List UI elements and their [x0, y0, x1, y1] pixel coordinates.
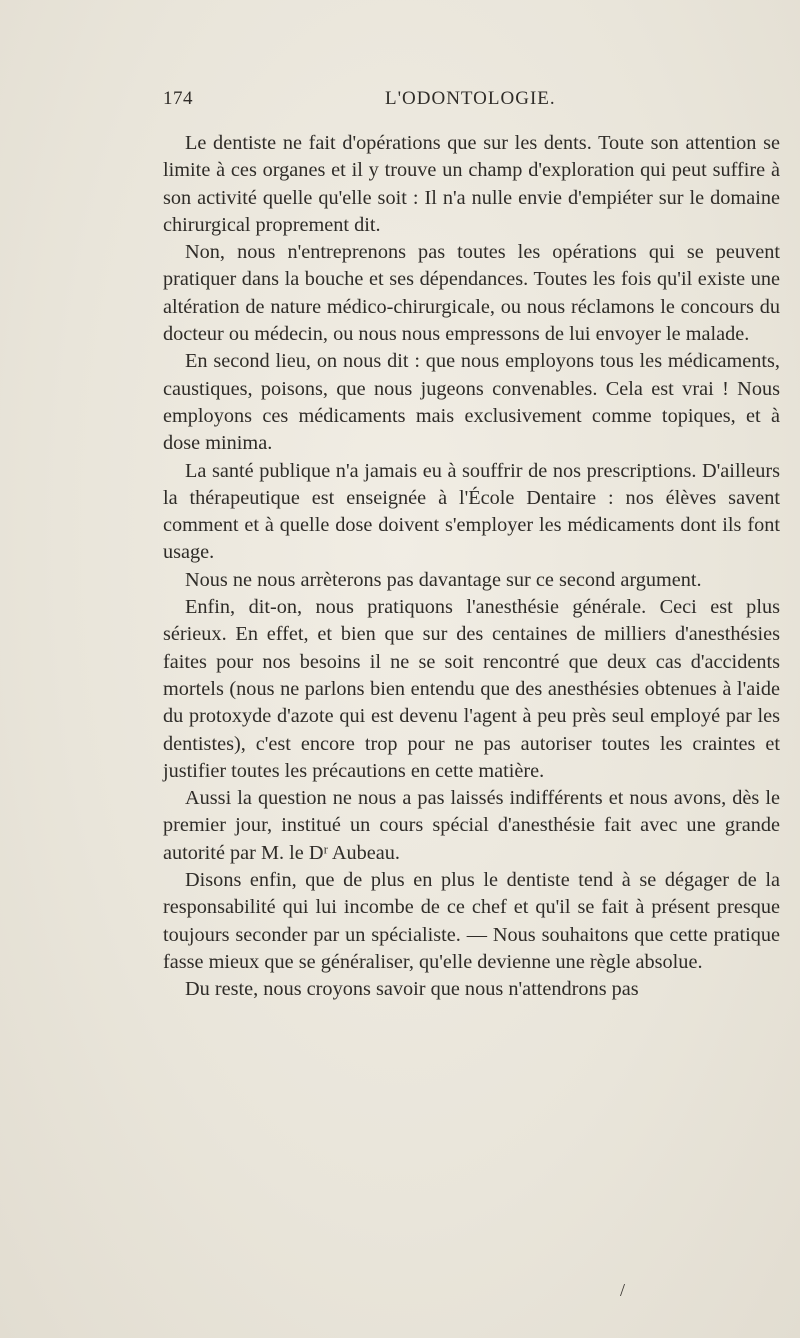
body-text [163, 130, 780, 1004]
book-page [163, 88, 780, 1004]
paragraph-8: Disons enfin, que de plus en plus le dentiste tend à se dégager de la responsabilité qui lui incombe de ce chef et qu'il se fait à présent presque toujours seconder par un spécialiste. — Nous souhaitons que cette pratique fasse mieux que se généraliser, qu'elle devienne une règle absolue. [163, 869, 780, 973]
paragraph-1: Le dentiste ne fait d'opérations que sur les dents. Toute son attention se limite à ces organes et il y trouve un champ d'exploration qui peut suffire à son activité quelle qu'elle soit : Il n'a nulle envie d'empiéter sur le domaine chirurgical proprement dit. [163, 132, 780, 236]
page-number: 174 [163, 88, 193, 109]
paragraph-3: En second lieu, on nous dit : que nous employons tous les médicaments, caustiques, poisons, que nous jugeons convenables. Cela est vrai ! Nous employons ces médicaments mais exclusivement comme topiques, et à dose minima. [163, 350, 780, 455]
paragraph-5: Nous ne nous arrèterons pas davantage sur ce second argument. [185, 568, 702, 591]
paragraph-4: La santé publique n'a jamais eu à souffrir de nos prescriptions. D'ailleurs la thérapeutique est enseignée à l'École Dentaire : nos élèves savent comment et à quelle dose doivent s'employer les médicaments dont ils font usage. [163, 459, 780, 564]
paragraph-6: Enfin, dit-on, nous pratiquons l'anesthésie générale. Ceci est plus sérieux. En effet, et bien que sur des centaines de milliers d'anesthésies faites pour nos besoins il ne se soit rencontré que deux cas d'accidents mortels (nous ne parlons bien entendu que des anesthésies obtenues à l'aide du protoxyde d'azote qui est devenu l'agent à peu près seul employé par les dentistes), c'est encore trop pour ne pas autoriser toutes les craintes et justifier toutes les précautions en cette matière. [163, 596, 780, 782]
paragraph-9: Du reste, nous croyons savoir que nous n'attendrons pas [185, 978, 639, 1001]
running-title: L'ODONTOLOGIE. [385, 88, 556, 109]
running-head [163, 88, 780, 120]
ink-mark: / [620, 1280, 626, 1300]
paragraph-2: Non, nous n'entreprenons pas toutes les opérations qui se peuvent pratiquer dans la bouche et ses dépendances. Toutes les fois qu'il existe une altération de nature médico-chirurgicale, ou nous réclamons le concours du docteur ou médecin, ou nous nous empressons de lui envoyer le malade. [163, 241, 780, 346]
paragraph-7: Aussi la question ne nous a pas laissés indifférents et nous avons, dès le premier jour, institué un cours spécial d'anesthésie fait avec une grande autorité par M. le Dʳ Aubeau. [163, 787, 780, 864]
